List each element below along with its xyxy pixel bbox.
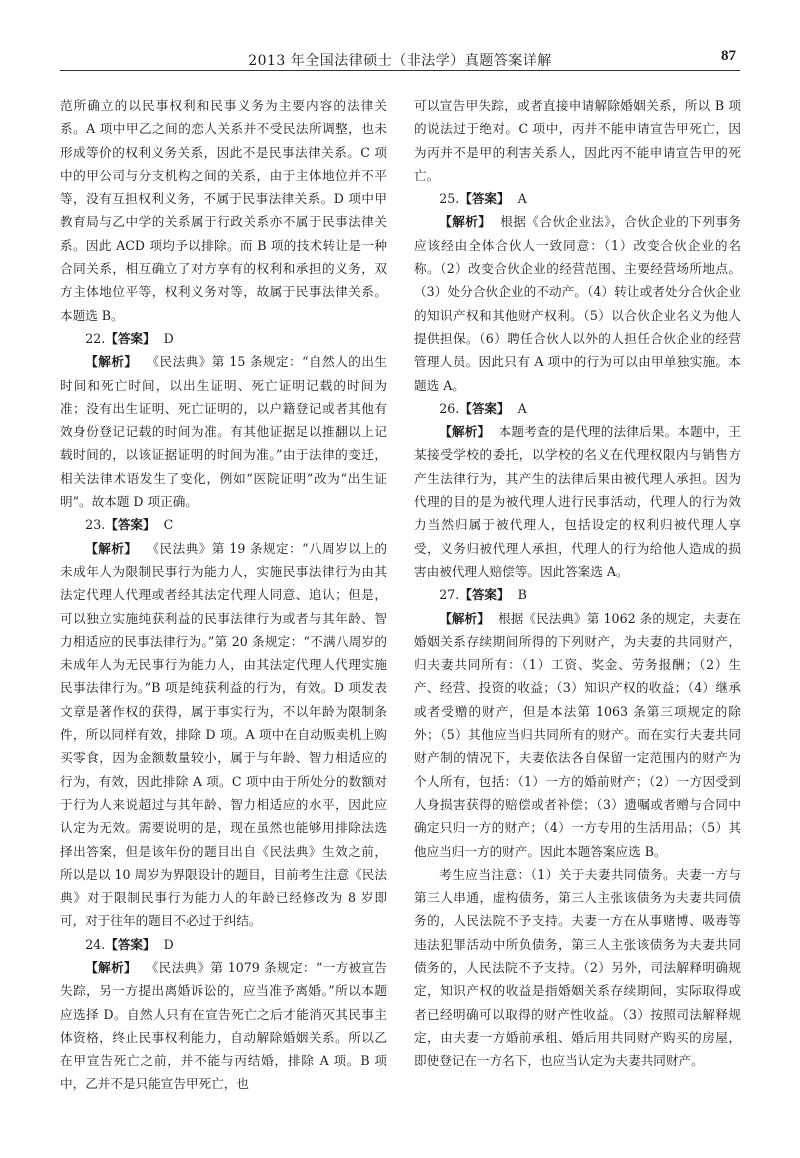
answer-label: 【答案】 <box>105 517 156 533</box>
answer-line-27 <box>414 583 741 606</box>
answer-label: 【答案】 <box>459 587 510 603</box>
answer-line-23 <box>60 513 387 536</box>
explanation-label: 【解析】 <box>439 214 492 230</box>
note-paragraph: 考生应当注意：（1）关于夫妻共同债务。夫妻一方与第三人串通，虚构债务，第三人主张该债务为夫妻共同债务的，人民法院不予支持。夫妻一方在从事赌博、吸毒等违法犯罪活动中所负债务，第三人主张该债务为夫妻共同债务的，人民法院不予支持。（2）另外，司法解释明确规定，知识产权的收益是指婚姻关系存续期间，实际取得或者已经明确可以取得的财产性收益。（3）按照司法解释规定，由夫妻一方婚前承租、婚后用共同财产购买的房屋，即使登记在一方名下，也应当认定为夫妻共同财产。 <box>414 866 741 1069</box>
answer-label: 【答案】 <box>459 191 510 207</box>
explanation-text: 根据《合伙企业法》，合伙企业的下列事务应该经由全体合伙人一致同意：（1）改变合伙企业的名称。（2）改变合伙企业的经营范围、主要经营场所地点。（3）处分合伙企业的不动产。（4）转让或者处分合伙企业的知识产权和其他财产权利。（5）以合伙企业名义为他人提供担保。（6）聘任合伙人以外的人担任合伙企业的经营管理人员。因此只有 A 项中的行为可以由甲单独实施。本题选 A。 <box>414 214 742 393</box>
question-number: 22. <box>85 330 106 346</box>
explanation-text: 根据《民法典》第 1062 条的规定，夫妻在婚姻关系存续期间所得的下列财产，为夫妻的共同财产，归夫妻共同所有：（1）工资、奖金、劳务报酬；（2）生产、经营、投资的收益；（3）知识产权的收益；（4）继承或者受赠的财产，但是本法第 1063 条第三项规定的除外；（5）其他应当归共同所有的财产。而在实行夫妻共同财产制的情况下，夫妻依法各自保留一定范围内的财产为个人所有，包括：（1）一方的婚前财产；（2）一方因受到人身损害获得的赔偿或者补偿；（3）遗嘱或者赠与合同中确定只归一方的财产；（4）一方专用的生活用品；（5）其他应当归一方的财产。因此本题答案应选 B。 <box>414 610 741 859</box>
answer-value: A <box>517 400 527 416</box>
paragraph-continued: 范所确立的以民事权利和民事义务为主要内容的法律关系。A 项中甲乙之间的恋人关系并不受民法所调整，也未形成等价的权利义务关系，因此不是民事法律关系。C 项中的甲公司与分支机构之间的关系，由于主体地位并不平等，没有互担权利义务，不属于民事法律关系。D 项中甲教育局与乙中学的关系属于行政关系亦不属于民事法律关系。因此 ACD 项均予以排除。而 B 项的技术转让是一种合同关系，相互确立了对方享有的权利和承担的义务，双方主体地位平等，权利义务对等，故属于民事法律关系。本题选 B。 <box>60 98 387 323</box>
question-number: 25. <box>439 191 460 207</box>
explanation-label: 【解析】 <box>85 959 137 975</box>
page-header <box>60 40 740 71</box>
answer-line-25 <box>414 187 741 210</box>
explanation-24 <box>60 956 387 1096</box>
explanation-text: 本题考查的是代理的法律后果。本题中，王某接受学校的委托，以学校的名义在代理权限内与销售方产生法律行为，其产生的法律后果由被代理人承担。因为代理的目的是为被代理人进行民事活动，代理人的行为效力当然归属于被代理人，包括设定的权利归被代理人享受，义务归被代理人承担，代理人的行为给他人造成的损害由被代理人赔偿等。因此答案选 A。 <box>414 424 742 579</box>
explanation-text: 《民法典》第 15 条规定：“自然人的出生时间和死亡时间，以出生证明、死亡证明记载的时间为准；没有出生证明、死亡证明的，以户籍登记或者其他有效身份登记记载的时间为准。有其他证据足以推翻以上记载时间的，以该证据证明的时间为准。”由于法律的变迁，相关法律术语发生了变化，例如“医院证明”改为“出生证明”。故本题 D 项正确。 <box>60 354 387 510</box>
explanation-label: 【解析】 <box>439 610 490 626</box>
answer-label: 【答案】 <box>105 936 156 952</box>
answer-value: D <box>163 330 174 346</box>
answer-value: B <box>517 587 527 603</box>
left-column <box>60 94 387 1096</box>
paragraph-continued: 可以宣告甲失踪，或者直接申请解除婚姻关系，所以 B 项的说法过于绝对。C 项中，丙并不能申请宣告甲死亡，因为丙并不是甲的利害关系人，因此丙不能申请宣告甲的死亡。 <box>414 98 741 183</box>
page-number: 87 <box>721 48 736 64</box>
explanation-25 <box>414 210 741 396</box>
answer-value: D <box>163 936 174 952</box>
question-number: 27. <box>439 587 460 603</box>
answer-value: C <box>163 517 174 533</box>
answer-label: 【答案】 <box>105 330 156 346</box>
answer-line-24 <box>60 933 387 956</box>
answer-line-22 <box>60 327 387 350</box>
explanation-text: 《民法典》第 19 条规定：“八周岁以上的未成年人为限制民事行为能力人，实施民事法律行为由其法定代理人代理或者经其法定代理人同意、追认；但是，可以独立实施纯获利益的民事法律行为或者与其年龄、智力相适应的民事法律行为。”第 20 条规定：“不满八周岁的未成年人为无民事行为能力人，由其法定代理人代理实施民事法律行为。”B 项是纯获利益的行为，有效。D 项发表文章是著作权的获得，属于事实行为，不以年龄为限制条件，所以同样有效，排除 D 项。A 项中在自动贩卖机上购买零食，因为金额数量较小，属于与年龄、智力相适应的行为，有效，因此排除 A 项。C 项中由于所处分的数额对于行为人来说超过与其年龄、智力相适应的水平，因此应认定为无效。需要说明的是，现在虽然也能够用排除法选择出答案，但是该年份的题目出自《民法典》生效之前，所以是以 10 周岁为界限设计的题目，目前考生注意《民法典》对于限制民事行为能力人的年龄已经修改为 8 岁即可，对于往年的题目不必过于纠结。 <box>60 540 387 929</box>
explanation-26 <box>414 420 741 583</box>
question-number: 24. <box>85 936 106 952</box>
explanation-22 <box>60 350 387 513</box>
question-number: 26. <box>439 400 460 416</box>
explanation-23 <box>60 537 387 933</box>
explanation-label: 【解析】 <box>85 354 138 370</box>
right-column <box>414 94 741 1072</box>
explanation-27 <box>414 607 741 863</box>
explanation-text: 《民法典》第 1079 条规定：“一方被宣告失踪，另一方提出离婚诉讼的，应当准予离婚。”所以本题应选择 D。自然人只有在宣告死亡之后才能消灭其民事主体资格，终止民事权利能力，自动解除婚姻关系。所以乙在甲宣告死亡之前，并不能与丙结婚，排除 A 项。B 项中，乙并不是只能宣告甲死亡，也 <box>60 959 388 1092</box>
explanation-label: 【解析】 <box>439 424 491 440</box>
answer-value: A <box>517 191 527 207</box>
question-number: 23. <box>85 517 106 533</box>
explanation-label: 【解析】 <box>85 540 138 556</box>
running-title: 2013 年全国法律硕士（非法学）真题答案详解 <box>248 53 552 69</box>
answer-label: 【答案】 <box>459 400 510 416</box>
answer-line-26 <box>414 397 741 420</box>
